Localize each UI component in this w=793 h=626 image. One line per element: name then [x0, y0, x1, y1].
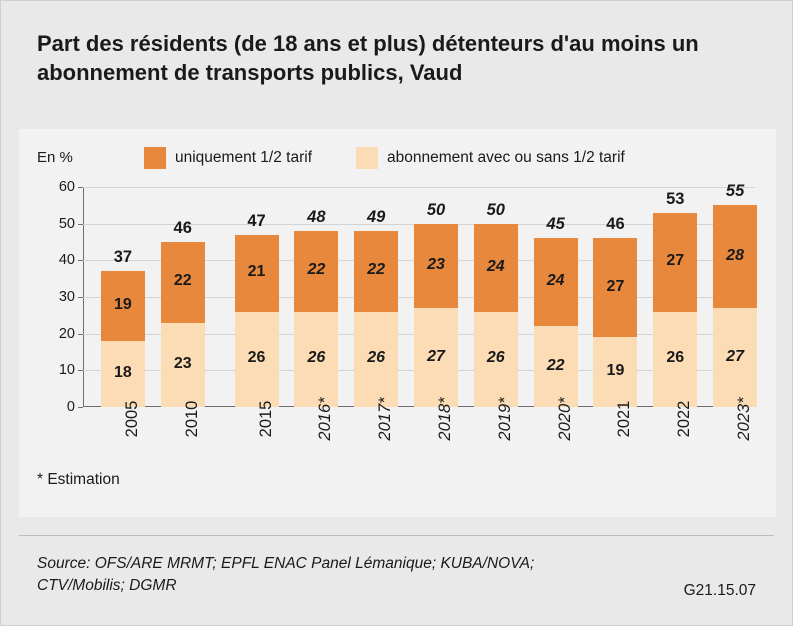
bar-value-label-subscription: 26 — [247, 349, 266, 367]
bar-value-label-subscription: 27 — [427, 347, 445, 365]
bar-segment-half-fare — [593, 238, 637, 337]
bar-group: 26 27 53 2022 — [653, 213, 697, 407]
legend-label-half-fare: uniquement 1/2 tarif — [175, 149, 313, 166]
bar-value-label-half-fare: 19 — [114, 296, 132, 314]
bar-value-label-subscription: 18 — [114, 364, 132, 381]
bar-value-label-half-fare: 23 — [427, 255, 445, 273]
bar-segment-half-fare — [534, 238, 578, 326]
divider — [19, 535, 774, 536]
bar-total-label: 50 — [426, 200, 446, 219]
bar-total-label: 55 — [725, 182, 745, 201]
bar-value-label-subscription: 26 — [367, 349, 386, 367]
legend-label-subscription: abonnement avec ou sans 1/2 tarif — [387, 149, 625, 166]
bar-total-label: 37 — [113, 248, 133, 267]
bar-value-label-subscription: 26 — [307, 349, 326, 367]
bar-total-label: 48 — [307, 208, 326, 226]
bar-segment-half-fare — [235, 235, 279, 312]
chart-panel — [19, 129, 776, 517]
bar-segment-subscription — [354, 312, 398, 407]
bar-total-label: 49 — [366, 208, 386, 226]
bar-total-label: 46 — [606, 215, 625, 234]
bar-segment-subscription — [713, 308, 757, 407]
bar-value-label-subscription: 26 — [486, 349, 505, 367]
bar-segment-half-fare — [713, 205, 757, 308]
bar-series — [83, 182, 755, 441]
bar-group: 26 21 47 2015 — [235, 235, 279, 407]
y-axis-tick-label: 10 — [58, 362, 75, 379]
bar-total-label: 50 — [486, 200, 505, 219]
bar-value-label-half-fare: 22 — [367, 261, 386, 279]
bar-group: 19 27 46 2021 — [593, 238, 637, 407]
bar-value-label-subscription: 23 — [173, 354, 192, 372]
bar-segment-half-fare — [653, 213, 697, 312]
bar-group: 26 22 48 2016* — [294, 231, 338, 407]
bar-group: 26 22 49 2017* — [354, 231, 398, 407]
bar-value-label-subscription: 26 — [666, 349, 685, 367]
bar-segment-subscription — [294, 312, 338, 407]
bar-group: 27 28 55 2023* — [713, 205, 757, 407]
bar-value-label-half-fare: 21 — [247, 263, 266, 281]
y-axis-tick-label: 50 — [58, 215, 75, 232]
y-axis-tick-label: 30 — [58, 289, 75, 305]
bar-group: 27 23 50 2018* — [414, 224, 458, 407]
bar-value-label-subscription: 22 — [546, 356, 565, 374]
chart-code: G21.15.07 — [683, 582, 756, 599]
legend-item-half-fare — [144, 147, 312, 169]
bar-value-label-half-fare: 24 — [486, 257, 505, 275]
bar-segment-subscription — [235, 312, 279, 407]
bar-value-label-half-fare: 22 — [173, 272, 192, 290]
bar-segment-half-fare — [161, 242, 205, 323]
legend-swatch-subscription — [356, 147, 378, 169]
bar-value-label-half-fare: 24 — [546, 272, 565, 290]
bar-value-label-half-fare: 28 — [726, 246, 744, 264]
bar-group: 18 19 37 2005 — [101, 271, 145, 407]
bar-group: 22 24 45 2020* — [534, 238, 578, 407]
bar-segment-half-fare — [474, 224, 518, 312]
bar-segment-half-fare — [414, 224, 458, 308]
bar-segment-half-fare — [101, 271, 145, 341]
bar-segment-subscription — [593, 337, 637, 407]
page-title: Part des résidents (de 18 ans et plus) détenteurs d'au moins un abonnement de transports publics, Vaud — [37, 31, 699, 86]
chart-footnote: * Estimation — [37, 471, 120, 488]
bar-value-label-half-fare: 27 — [606, 277, 625, 295]
chart-legend — [144, 147, 659, 169]
source-note: Source: OFS/ARE MRMT; EPFL ENAC Panel Lémanique; KUBA/NOVA; CTV/Mobilis; DGMR — [37, 555, 535, 594]
bar-total-label: 45 — [546, 215, 565, 234]
y-axis-unit-label: En % — [37, 149, 73, 166]
bar-total-label: 53 — [666, 189, 685, 208]
bar-segment-subscription — [474, 312, 518, 407]
legend-swatch-half-fare — [144, 147, 166, 169]
bar-total-label: 46 — [173, 219, 192, 237]
bar-value-label-subscription: 19 — [606, 362, 625, 380]
bar-value-label-half-fare: 22 — [307, 261, 326, 279]
bar-segment-half-fare — [294, 231, 338, 312]
bar-segment-half-fare — [354, 231, 398, 312]
y-axis-tick-mark — [78, 407, 83, 408]
bar-group: 26 24 50 2019* — [474, 224, 518, 407]
bar-value-label-half-fare: 27 — [666, 252, 685, 270]
legend-item-subscription — [356, 147, 625, 169]
y-axis-tick-label: 0 — [66, 399, 75, 415]
plot-area — [58, 179, 755, 441]
bar-segment-subscription — [161, 323, 205, 407]
bar-segment-subscription — [101, 341, 145, 407]
bar-total-label: 47 — [247, 211, 266, 230]
y-axis-tick-label: 60 — [58, 179, 75, 195]
bar-segment-subscription — [534, 326, 578, 407]
bar-group: 23 22 46 2010 — [161, 242, 205, 407]
bar-segment-subscription — [414, 308, 458, 407]
y-axis-tick-label: 40 — [58, 252, 75, 269]
bar-value-label-subscription: 27 — [726, 347, 744, 365]
y-axis-tick-label: 20 — [58, 325, 75, 342]
bar-segment-subscription — [653, 312, 697, 407]
